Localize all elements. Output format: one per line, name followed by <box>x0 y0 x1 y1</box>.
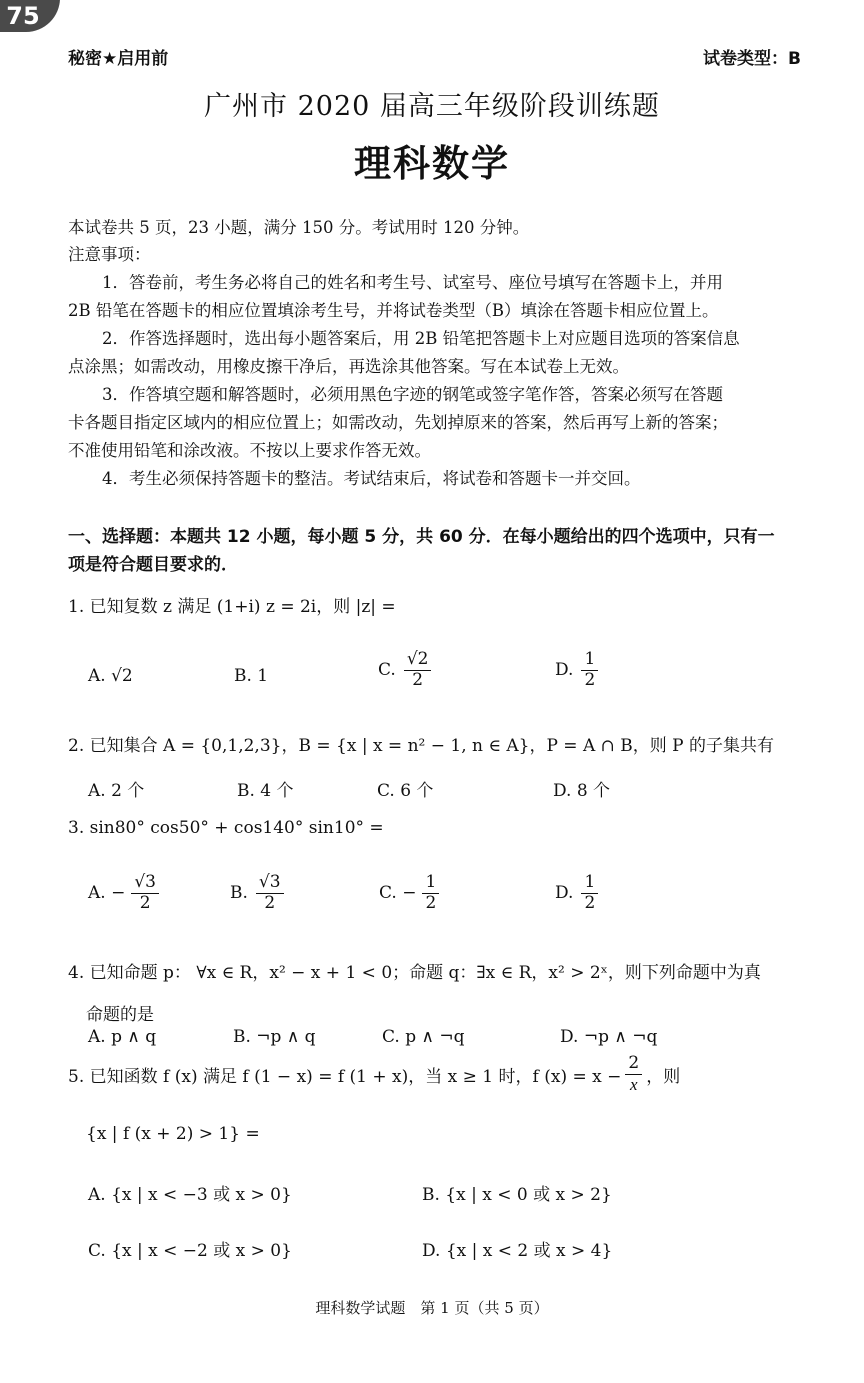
fraction <box>131 873 159 913</box>
option-label: D. <box>555 660 574 681</box>
denominator: 2 <box>412 669 424 690</box>
denominator: 2 <box>425 892 437 913</box>
option-label: C. − <box>379 883 417 904</box>
numerator: 1 <box>581 650 598 671</box>
fraction <box>256 873 284 913</box>
page-footer: 理科数学试题 第 1 页（共 5 页） <box>315 1299 549 1317</box>
notice-item: 3．作答填空题和解答题时，必须用黑色字迹的钢笔或签字笔作答，答案必须写在答题 <box>102 385 723 404</box>
page-badge <box>0 0 60 32</box>
confidential-label: 秘密★启用前 <box>68 49 169 69</box>
numerator: √3 <box>131 873 159 894</box>
numerator: 1 <box>581 873 598 894</box>
stem-text: 5. 已知函数 f (x) 满足 f (1 − x) = f (1 + x)，当 x ≥ 1 时，f (x) = x − <box>68 1066 622 1087</box>
fraction <box>581 650 598 690</box>
q3-option-b <box>230 873 284 913</box>
denominator: 2 <box>139 892 151 913</box>
option-label: D. <box>555 883 574 904</box>
q5-option-b: B. {x | x < 0 或 x > 2} <box>422 1185 612 1205</box>
q3-option-a <box>88 873 159 913</box>
page-badge-text: 75 <box>6 2 40 30</box>
q3-option-d <box>555 873 598 913</box>
option-label: A. − <box>88 883 126 904</box>
q5-option-a: A. {x | x < −3 或 x > 0} <box>88 1185 292 1205</box>
q4-option-b: B. ¬p ∧ q <box>233 1027 316 1047</box>
denominator: 2 <box>264 892 276 913</box>
question-4-stem-cont: 命题的是 <box>86 1005 154 1025</box>
q2-option-c: C. 6 个 <box>377 781 434 801</box>
section-heading: 一、选择题：本题共 12 小题，每小题 5 分，共 60 分．在每小题给出的四个选项中，只有一 <box>68 527 775 547</box>
numerator: 2 <box>625 1054 642 1075</box>
q4-option-d: D. ¬p ∧ ¬q <box>560 1027 658 1047</box>
denominator: 2 <box>584 669 596 690</box>
fraction <box>625 1054 642 1094</box>
question-2-stem: 2. 已知集合 A = {0,1,2,3}，B = {x | x = n² − 1, n ∈ A}，P = A ∩ B，则 P 的子集共有 <box>68 736 775 756</box>
notice-item: 2．作答选择题时，选出每小题答案后，用 2B 铅笔把答题卡上对应题目选项的答案信息 <box>102 329 740 348</box>
notice-item: 不准使用铅笔和涂改液。不按以上要求作答无效。 <box>68 441 431 460</box>
q1-option-b: B. 1 <box>234 666 269 686</box>
q5-option-c: C. {x | x < −2 或 x > 0} <box>88 1241 292 1261</box>
q3-option-c <box>379 873 439 913</box>
q2-option-a: A. 2 个 <box>88 781 145 801</box>
question-1-stem: 1. 已知复数 z 满足 (1+i) z = 2i，则 |z| = <box>68 597 396 617</box>
fraction <box>404 650 432 690</box>
question-3-stem: 3. sin80° cos50° + cos140° sin10° = <box>68 818 384 838</box>
question-4-stem: 4. 已知命题 p： ∀x ∈ R，x² − x + 1 < 0；命题 q：∃x ∈ R，x² > 2ˣ，则下列命题中为真 <box>68 963 761 983</box>
paper-type-label: 试卷类型：B <box>703 49 801 69</box>
notice-item: 点涂黑；如需改动，用橡皮擦干净后，再选涂其他答案。写在本试卷上无效。 <box>68 357 629 376</box>
q1-option-a: A. √2 <box>88 666 133 686</box>
notice-item: 卡各题目指定区域内的相应位置上；如需改动，先划掉原来的答案，然后再写上新的答案； <box>68 413 728 432</box>
q1-option-c <box>378 650 431 690</box>
q4-option-a: A. p ∧ q <box>88 1027 157 1047</box>
denominator: x <box>630 1074 638 1094</box>
question-5-stem-cont: {x | f (x + 2) > 1} = <box>86 1124 260 1144</box>
stem-text: ，则 <box>646 1066 681 1087</box>
subject-title: 理科数学 <box>354 142 510 185</box>
numerator: √2 <box>404 650 432 671</box>
fraction <box>422 873 439 913</box>
notice-item: 4．考生必须保持答题卡的整洁。考试结束后，将试卷和答题卡一并交回。 <box>102 469 641 488</box>
notice-item: 2B 铅笔在答题卡的相应位置填涂考生号，并将试卷类型（B）填涂在答题卡相应位置上。 <box>68 301 719 320</box>
exam-title: 广州市 2020 届高三年级阶段训练题 <box>204 91 660 122</box>
question-5-stem <box>68 1054 680 1094</box>
section-heading-cont: 项是符合题目要求的． <box>68 555 238 575</box>
q1-option-d <box>555 650 598 690</box>
numerator: 1 <box>422 873 439 894</box>
q2-option-d: D. 8 个 <box>553 781 611 801</box>
notice-heading: 注意事项： <box>68 245 151 264</box>
numerator: √3 <box>256 873 284 894</box>
q5-option-d: D. {x | x < 2 或 x > 4} <box>422 1241 613 1261</box>
q4-option-c: C. p ∧ ¬q <box>382 1027 465 1047</box>
denominator: 2 <box>584 892 596 913</box>
option-label: C. <box>378 660 396 681</box>
q2-option-b: B. 4 个 <box>237 781 294 801</box>
fraction <box>581 873 598 913</box>
notice-item: 1．答卷前，考生务必将自己的姓名和考生号、试室号、座位号填写在答题卡上，并用 <box>102 273 723 292</box>
option-label: B. <box>230 883 248 904</box>
intro-line: 本试卷共 5 页，23 小题，满分 150 分。考试用时 120 分钟。 <box>68 218 530 237</box>
